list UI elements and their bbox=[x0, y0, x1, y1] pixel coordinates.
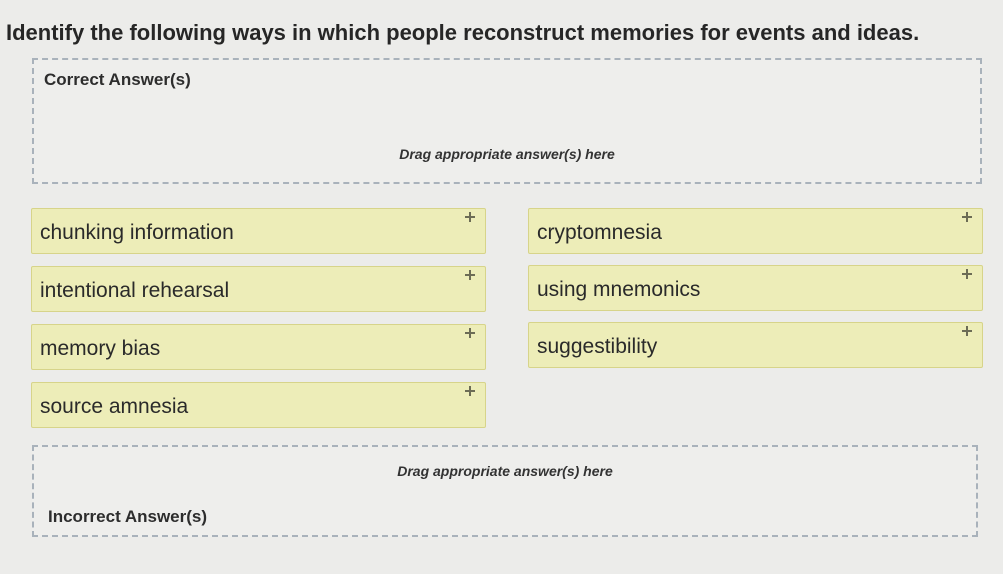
answer-tile-suggestibility[interactable] bbox=[528, 322, 983, 368]
tile-label: chunking information bbox=[40, 221, 234, 244]
correct-answers-drop-zone[interactable] bbox=[32, 58, 982, 184]
tile-label: suggestibility bbox=[537, 335, 658, 358]
incorrect-answers-title: Incorrect Answer(s) bbox=[48, 507, 208, 526]
drag-move-icon bbox=[465, 270, 475, 280]
drag-move-icon bbox=[962, 212, 972, 222]
tile-label: intentional rehearsal bbox=[40, 279, 230, 302]
question-prompt: Identify the following ways in which people reconstruct memories for events and ideas. bbox=[6, 20, 920, 45]
correct-answers-title: Correct Answer(s) bbox=[44, 70, 191, 89]
tile-label: cryptomnesia bbox=[537, 221, 662, 244]
answer-tile-memory-bias[interactable] bbox=[31, 324, 486, 370]
answer-tile-cryptomnesia[interactable] bbox=[528, 208, 983, 254]
correct-drop-hint: Drag appropriate answer(s) here bbox=[399, 146, 615, 162]
answer-tile-chunking-information[interactable] bbox=[31, 208, 486, 254]
drag-move-icon bbox=[465, 212, 475, 222]
answer-tile-using-mnemonics[interactable] bbox=[528, 265, 983, 311]
tile-label: source amnesia bbox=[40, 395, 189, 418]
drag-move-icon bbox=[465, 328, 475, 338]
drag-move-icon bbox=[465, 386, 475, 396]
drag-move-icon bbox=[962, 326, 972, 336]
tile-label: using mnemonics bbox=[537, 278, 701, 301]
answer-tile-source-amnesia[interactable] bbox=[31, 382, 486, 428]
drag-move-icon bbox=[962, 269, 972, 279]
incorrect-answers-drop-zone[interactable] bbox=[32, 445, 978, 537]
tile-label: memory bias bbox=[40, 337, 161, 360]
answer-tile-intentional-rehearsal[interactable] bbox=[31, 266, 486, 312]
incorrect-drop-hint: Drag appropriate answer(s) here bbox=[397, 463, 613, 479]
